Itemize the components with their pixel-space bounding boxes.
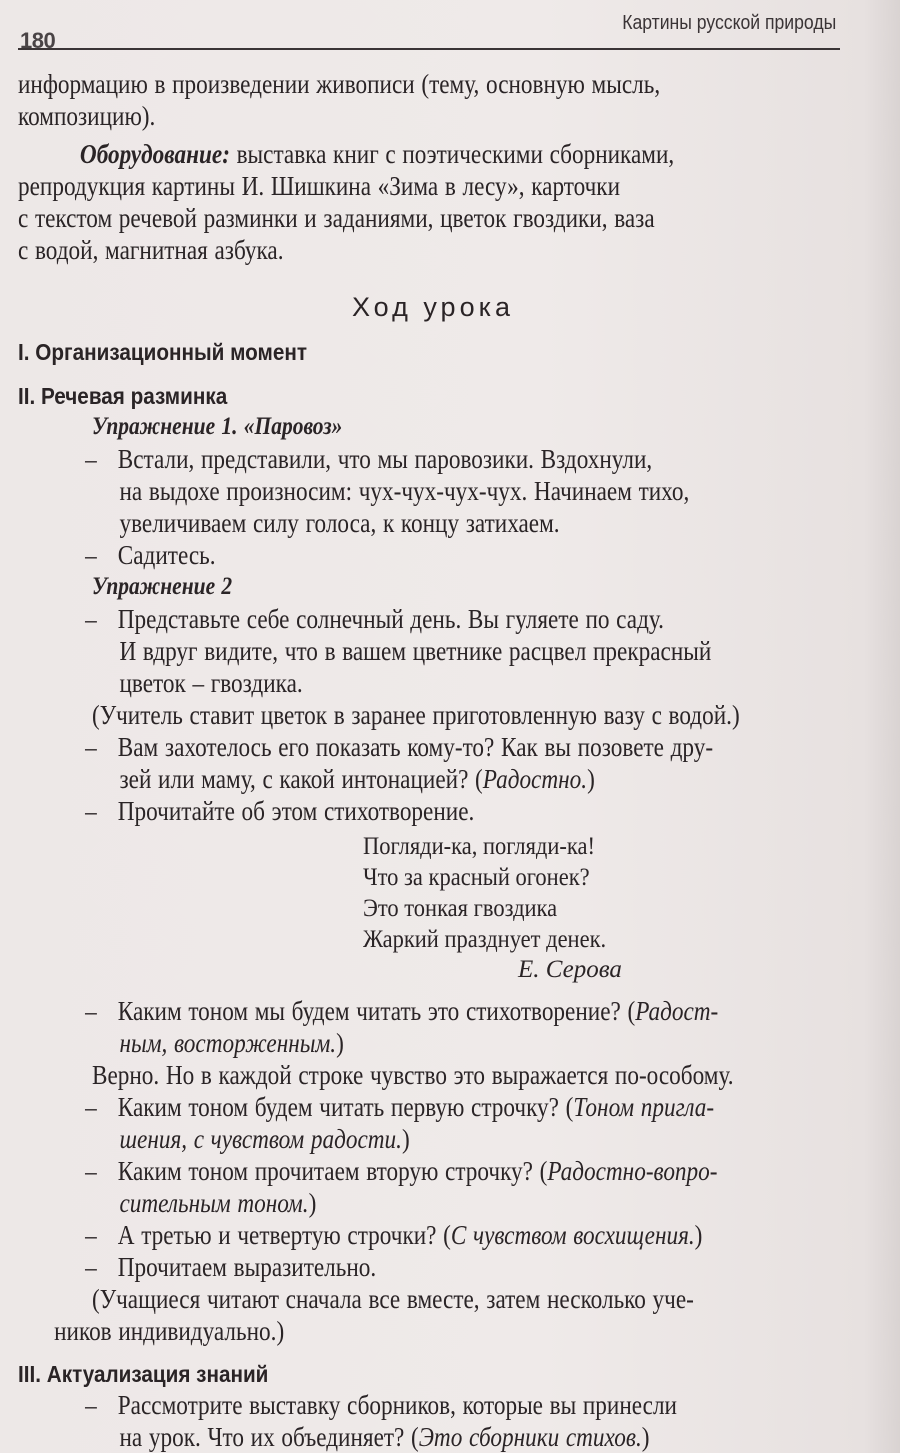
dialogue-line: зей или маму, с какой интонацией? (Радостно.) [119, 764, 595, 794]
equipment-label: Оборудование: [79, 139, 230, 169]
dialogue-line: – Рассмотрите выставку сборников, которые вы принесли [85, 1390, 677, 1420]
dialogue-line: на урок. Что их объединяет? (Это сборники стихов.) [119, 1422, 650, 1452]
dialogue-line: – А третью и четвертую строчки? (С чувством восхищения.) [85, 1220, 703, 1250]
section-heading: II. Речевая разминка [18, 383, 228, 409]
poem [18, 831, 848, 955]
poem-author: Е. Серова [518, 956, 622, 983]
intro-line: композицию). [18, 101, 156, 131]
dialogue-line: И вдруг видите, что в вашем цветнике расцвел прекрасный [119, 636, 712, 666]
dialogue-line: – Садитесь. [85, 540, 216, 570]
exercise-title: Упражнение 2 [91, 573, 233, 600]
equipment-paragraph: Оборудование: выставка книг с поэтическими сборниками, [79, 139, 675, 169]
dialogue-line: – Каким тоном будем читать первую строчку? (Тоном пригла- [85, 1092, 715, 1122]
page-number: 180 [20, 28, 56, 53]
lesson-title: Ход урока [351, 292, 515, 322]
dialogue-line: – Прочитаем выразительно. [85, 1252, 377, 1282]
equipment-line: с водой, магнитная азбука. [18, 235, 284, 265]
poem-line: Жаркий празднует денек. [363, 926, 607, 953]
dialogue-line: ным, восторженным.) [119, 1028, 344, 1058]
equipment-line: репродукция картины И. Шишкина «Зима в лесу», карточки [18, 171, 620, 201]
page-body [18, 60, 848, 1453]
dialogue-line: сительным тоном.) [119, 1188, 317, 1218]
dialogue-line: – Встали, представили, что мы паровозики. Вздохнули, [85, 444, 653, 474]
exercise-title: Упражнение 1. «Паровоз» [91, 413, 343, 440]
dialogue-line: – Вам захотелось его показать кому-то? Как вы позовете дру- [85, 732, 714, 762]
section-heading: III. Актуализация знаний [18, 1361, 269, 1387]
intro-line: информацию в произведении живописи (тему, основную мысль, [18, 69, 661, 99]
poem-line: Погляди-ка, погляди-ка! [363, 833, 595, 860]
stage-direction: ников индивидуально.) [54, 1316, 285, 1346]
dialogue-line: – Каким тоном прочитаем вторую строчку? (Радостно-вопро- [85, 1156, 718, 1186]
equipment-line: с текстом речевой разминки и заданиями, цветок гвоздики, ваза [18, 203, 655, 233]
dialogue-line: Верно. Но в каждой строке чувство это выражается по-особому. [91, 1060, 734, 1090]
running-title: Картины русской природы [621, 12, 836, 34]
dialogue-line: – Представьте себе солнечный день. Вы гуляете по саду. [85, 604, 664, 634]
page-header [18, 8, 840, 53]
dialogue-line: – Каким тоном мы будем читать это стихотворение? (Радост- [85, 996, 719, 1026]
dialogue-line: – Прочитайте об этом стихотворение. [85, 796, 475, 826]
dialogue-line: шения, с чувством радости.) [119, 1124, 410, 1154]
dialogue-line: на выдохе произносим: чух-чух-чух-чух. Начинаем тихо, [119, 476, 690, 506]
dialogue-line: цветок – гвоздика. [119, 668, 303, 698]
poem-line: Это тонкая гвоздика [363, 895, 558, 922]
dialogue-line: увеличиваем силу голоса, к концу затихаем. [119, 508, 560, 538]
stage-direction: (Учащиеся читают сначала все вместе, затем несколько уче- [91, 1284, 694, 1314]
stage-direction: (Учитель ставит цветок в заранее приготовленную вазу с водой.) [91, 700, 740, 730]
poem-line: Что за красный огонек? [363, 864, 590, 891]
section-heading: I. Организационный момент [18, 339, 308, 365]
